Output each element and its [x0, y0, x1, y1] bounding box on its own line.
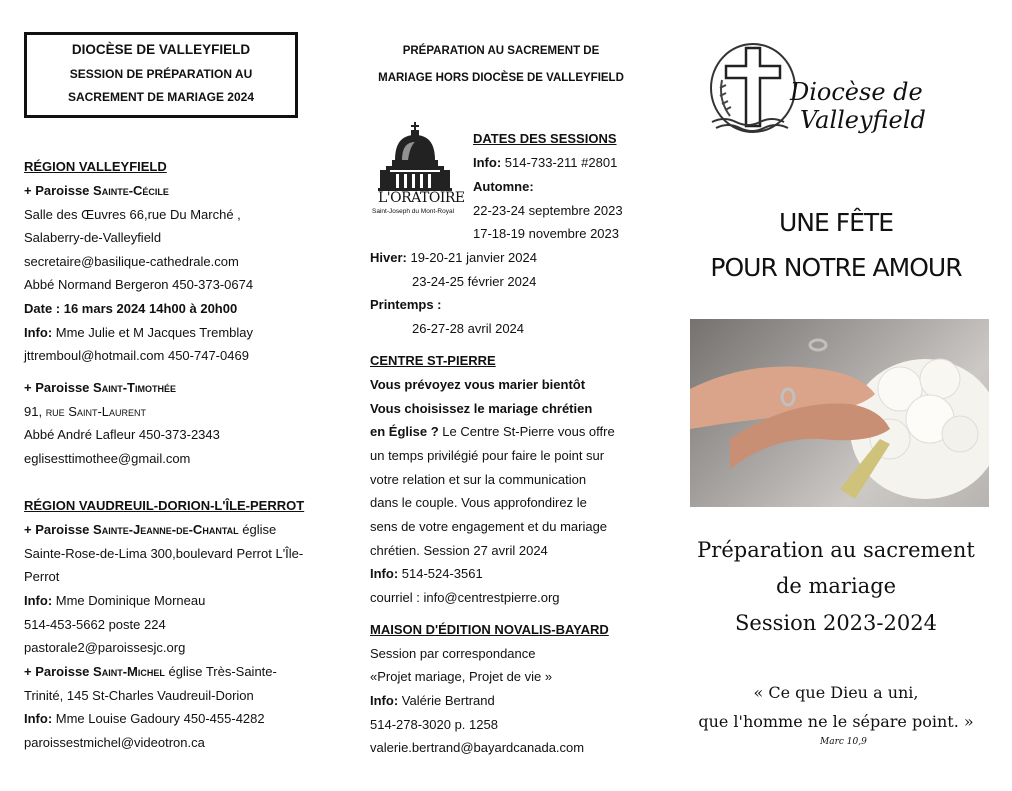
email-text: courriel : info@centrestpierre.org	[370, 590, 560, 605]
text-line: Sainte-Rose-de-Lima 300,boulevard Perrot L'Île-	[24, 546, 304, 561]
text-line: Vous prévoyez vous marier bientôt	[370, 377, 586, 392]
session-date: 26-27-28 avril 2024	[412, 321, 525, 336]
box-line-2: SESSION DE PRÉPARATION AU	[69, 67, 253, 81]
oratoire-logo	[372, 122, 465, 218]
text-line: dans le couple. Vous approfondirez le	[370, 495, 587, 510]
parish-heading: + Paroisse Saint-Timothée	[24, 380, 176, 395]
text-line: en Église ? Le Centre St-Pierre vous offre	[370, 424, 615, 439]
oratoire-logo-sub: Saint-Joseph du Mont-Royal	[372, 208, 455, 215]
parish-heading: + Paroisse Sainte-Cécile	[24, 183, 169, 198]
contact-line: 514-278-3020 p. 1258	[370, 717, 498, 732]
wedding-photo	[690, 319, 989, 507]
parish-heading: + Paroisse Saint-Michel église Très-Sainte-	[24, 664, 277, 679]
region-heading: RÉGION VAUDREUIL-DORION-L'ÎLE-PERROT	[24, 498, 305, 513]
text-line: sens de votre engagement et du mariage	[370, 519, 608, 534]
nb-heading: MAISON D'ÉDITION NOVALIS-BAYARD	[370, 622, 609, 637]
quote-line-1: « Ce que Dieu a uni,	[753, 683, 919, 702]
info-line: Info: Mme Julie et M Jacques Tremblay	[24, 325, 254, 340]
diocese-logo-line-1: Diocèse de	[790, 78, 923, 106]
spring-label: Printemps :	[370, 297, 442, 312]
email-text: valerie.bertrand@bayardcanada.com	[370, 740, 585, 755]
dates-heading: DATES DES SESSIONS	[473, 131, 617, 146]
text-line: Abbé Normand Bergeron 450-373-0674	[24, 277, 254, 292]
subtitle-3: Session 2023-2024	[735, 611, 937, 635]
info-line: Info: Valérie Bertrand	[370, 693, 495, 708]
session-date: 17-18-19 novembre 2023	[473, 226, 619, 241]
diocese-logo	[708, 40, 938, 140]
text-line: «Projet mariage, Projet de vie »	[370, 669, 553, 684]
info-line: Info: 514-524-3561	[370, 566, 483, 581]
main-title-2: POUR NOTRE AMOUR	[710, 253, 962, 282]
quote-line-2: que l'homme ne le sépare point. »	[698, 712, 974, 731]
text-line: Trinité, 145 St-Charles Vaudreuil-Dorion	[24, 688, 254, 703]
middle-header-2: MARIAGE HORS DIOCÈSE DE VALLEYFIELD	[378, 72, 624, 84]
session-date: 23-24-25 février 2024	[412, 274, 537, 289]
main-title-1: UNE FÊTE	[779, 208, 893, 237]
subtitle-2: de mariage	[775, 574, 897, 598]
quote-reference: Marc 10,9	[820, 737, 867, 747]
parish-heading: + Paroisse Sainte-Jeanne-de-Chantal église	[24, 522, 277, 537]
text-line: chrétien. Session 27 avril 2024	[370, 543, 548, 558]
region-heading: RÉGION VALLEYFIELD	[24, 159, 167, 174]
info-line: Info: Mme Dominique Morneau	[24, 593, 206, 608]
box-line-3: SACREMENT DE MARIAGE 2024	[67, 90, 255, 104]
email-text: eglisesttimothee@gmail.com	[24, 451, 191, 466]
text-line: Session par correspondance	[370, 646, 536, 661]
box-title: DIOCÈSE DE VALLEYFIELD	[71, 42, 251, 57]
contact-line: 514-453-5662 poste 224	[24, 617, 166, 632]
oratoire-logo-name: L'ORATOIRE	[378, 190, 465, 206]
diocese-logo-line-2: Valleyfield	[800, 106, 926, 134]
cp-heading: CENTRE ST-PIERRE	[370, 353, 496, 368]
text-line: un temps privilégié pour faire le point sur	[370, 448, 605, 463]
autumn-label: Automne:	[473, 179, 534, 194]
text-line: Salaberry-de-Valleyfield	[24, 230, 162, 245]
text-line: Abbé André Lafleur 450-373-2343	[24, 427, 220, 442]
info-line: Info: 514-733-211 #2801	[473, 155, 618, 170]
middle-header-1: PRÉPARATION AU SACREMENT DE	[402, 45, 600, 57]
address-line: 91, rue Saint-Laurent	[24, 404, 147, 419]
session-date: 22-23-24 septembre 2023	[473, 203, 623, 218]
text-line: Salle des Œuvres 66,rue Du Marché ,	[24, 207, 241, 222]
email-text: secretaire@basilique-cathedrale.com	[24, 254, 239, 269]
hands-bouquet-illustration	[690, 319, 989, 507]
text-line: Perrot	[24, 569, 60, 584]
cross-icon	[708, 40, 798, 138]
text-line: Vous choisissez le mariage chrétien	[370, 401, 593, 416]
text-line: votre relation et sur la communication	[370, 472, 587, 487]
contact-line: jttremboul@hotmail.com 450-747-0469	[24, 348, 249, 363]
basilica-icon	[378, 122, 456, 192]
subtitle-1: Préparation au sacrement	[697, 538, 975, 562]
email-text: pastorale2@paroissesjc.org	[24, 640, 186, 655]
info-line: Info: Mme Louise Gadoury 450-455-4282	[24, 711, 265, 726]
winter-line: Hiver: 19-20-21 janvier 2024	[370, 250, 537, 265]
email-text: paroissestmichel@videotron.ca	[24, 735, 205, 750]
title-box	[24, 32, 298, 118]
session-date: Date : 16 mars 2024 14h00 à 20h00	[24, 301, 238, 316]
